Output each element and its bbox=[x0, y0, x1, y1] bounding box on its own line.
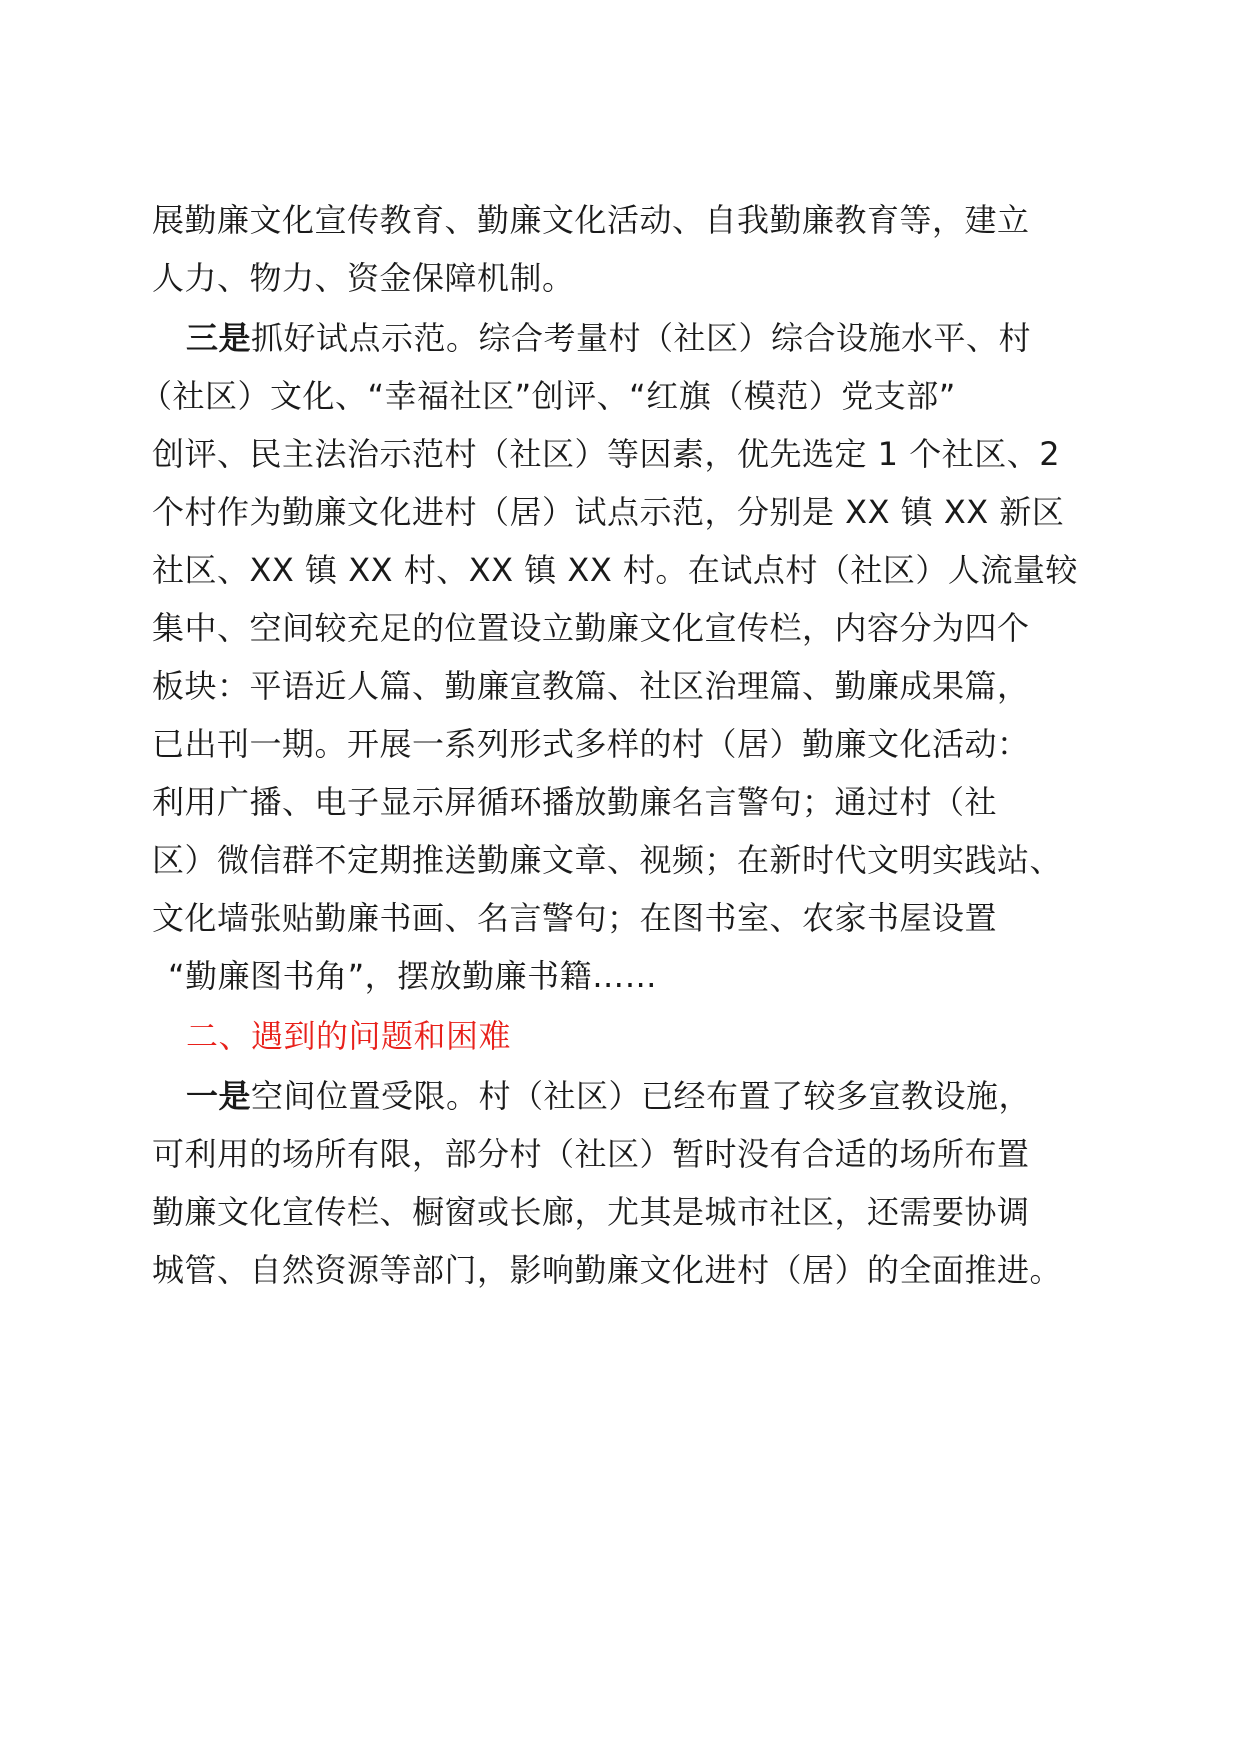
line-text: 文化墙张贴勤廉书画、名言警句；在图书室、农家书屋设置 bbox=[152, 899, 998, 937]
paragraph-line bbox=[152, 492, 1112, 532]
paragraph-line bbox=[168, 956, 1128, 996]
paragraph-line bbox=[152, 898, 1112, 938]
heading-text: 二、遇到的问题和困难 bbox=[186, 1017, 512, 1055]
line-text: 空间位置受限。村（社区）已经布置了较多宣教设施， bbox=[251, 1077, 1032, 1115]
paragraph-line bbox=[152, 258, 1112, 298]
paragraph-line bbox=[152, 200, 1112, 240]
line-text: 区）微信群不定期推送勤廉文章、视频；在新时代文明实践站、 bbox=[152, 841, 1063, 879]
paragraph-line bbox=[152, 1250, 1112, 1290]
paragraph-line bbox=[152, 1192, 1112, 1232]
paragraph-line bbox=[186, 1076, 1146, 1116]
paragraph-line bbox=[152, 782, 1112, 822]
line-text: 已出刊一期。开展一系列形式多样的村（居）勤廉文化活动： bbox=[152, 725, 1030, 763]
paragraph-line bbox=[152, 1134, 1112, 1174]
paragraph-line bbox=[152, 666, 1112, 706]
line-text: 人力、物力、资金保障机制。 bbox=[152, 259, 575, 297]
paragraph-line bbox=[152, 840, 1112, 880]
section-heading bbox=[186, 1016, 1146, 1056]
paragraph-line bbox=[152, 724, 1112, 764]
paragraph-line bbox=[140, 376, 1100, 416]
line-text: 勤廉文化宣传栏、橱窗或长廊，尤其是城市社区，还需要协调 bbox=[152, 1193, 1030, 1231]
paragraph-line bbox=[152, 550, 1112, 590]
line-text: （社区）文化、“幸福社区”创评、“红旗（模范）党支部” bbox=[140, 377, 956, 415]
paragraph-line bbox=[152, 608, 1112, 648]
line-text: 抓好试点示范。综合考量村（社区）综合设施水平、村 bbox=[251, 319, 1032, 357]
paragraph-line bbox=[152, 434, 1112, 474]
line-text: 城管、自然资源等部门，影响勤廉文化进村（居）的全面推进。 bbox=[152, 1251, 1063, 1289]
line-text: 展勤廉文化宣传教育、勤廉文化活动、自我勤廉教育等，建立 bbox=[152, 201, 1030, 239]
lead-phrase: 三是 bbox=[186, 319, 252, 357]
line-text: 集中、空间较充足的位置设立勤廉文化宣传栏，内容分为四个 bbox=[152, 609, 1030, 647]
line-text: 社区、XX 镇 XX 村、XX 镇 XX 村。在试点村（社区）人流量较 bbox=[152, 551, 1078, 589]
line-text: 利用广播、电子显示屏循环播放勤廉名言警句；通过村（社 bbox=[152, 783, 998, 821]
line-text: “勤廉图书角”，摆放勤廉书籍…… bbox=[168, 957, 658, 995]
paragraph-line bbox=[186, 318, 1146, 358]
line-text: 板块：平语近人篇、勤廉宣教篇、社区治理篇、勤廉成果篇， bbox=[152, 667, 1030, 705]
lead-phrase: 一是 bbox=[186, 1077, 252, 1115]
line-text: 可利用的场所有限，部分村（社区）暂时没有合适的场所布置 bbox=[152, 1135, 1030, 1173]
line-text: 创评、民主法治示范村（社区）等因素，优先选定 1 个社区、2 bbox=[152, 435, 1061, 473]
line-text: 个村作为勤廉文化进村（居）试点示范，分别是 XX 镇 XX 新区 bbox=[152, 493, 1065, 531]
